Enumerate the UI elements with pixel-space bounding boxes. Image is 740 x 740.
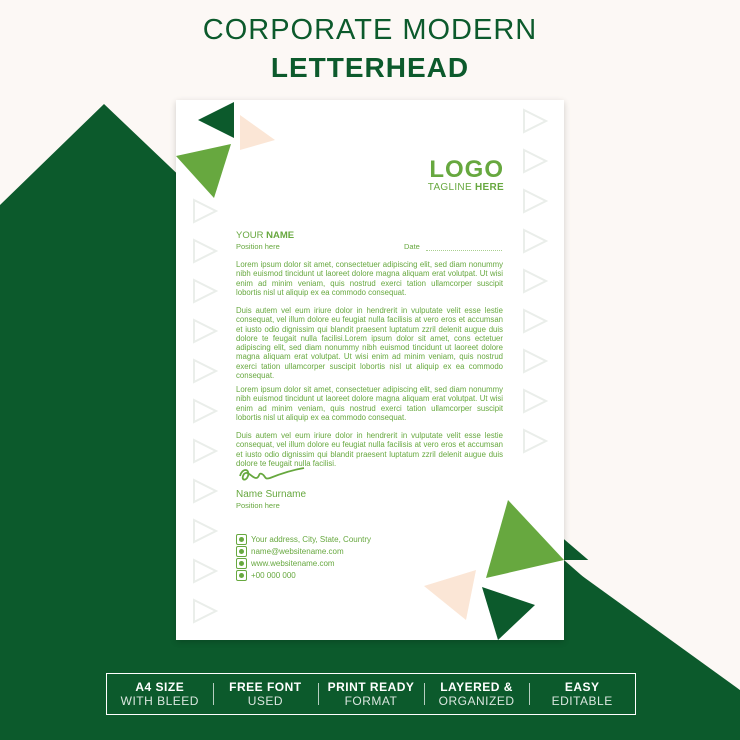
corner-triangle-dark-bottom xyxy=(482,587,535,640)
corner-triangle-peach-bottom xyxy=(424,570,476,620)
feature-editable: EASY EDITABLE xyxy=(529,674,635,714)
corner-triangle-green xyxy=(176,144,231,198)
contact-website: www.websitename.com xyxy=(236,558,335,569)
email-icon xyxy=(236,546,247,557)
logo-tagline: TAGLINE HERE xyxy=(427,182,504,193)
date-label: Date xyxy=(404,242,420,251)
web-icon xyxy=(236,558,247,569)
contact-email: name@websitename.com xyxy=(236,546,344,557)
signature-icon xyxy=(236,462,308,486)
feature-layered: LAYERED & ORGANIZED xyxy=(424,674,530,714)
corner-triangle-peach xyxy=(240,115,275,150)
signature-name: Name Surname xyxy=(236,489,307,500)
headline-subtitle: LETTERHEAD xyxy=(270,52,470,83)
letterhead-sheet xyxy=(176,100,564,640)
feature-free-font: FREE FONT USED xyxy=(213,674,319,714)
contact-address: Your address, City, State, Country xyxy=(236,534,371,545)
logo-text: LOGO xyxy=(429,156,504,183)
features-bar xyxy=(106,673,636,715)
feature-a4-size: A4 SIZE WITH BLEED xyxy=(120,680,199,708)
signature-position: Position here xyxy=(236,501,280,510)
corner-triangle-dark xyxy=(198,102,234,138)
body-paragraph-1: Lorem ipsum dolor sit amet, consectetuer adipiscing elit, sed diam nonummy nibh euismod tincidunt ut laoreet dolore magna aliquam erat volutpat. Ut wisi enim ad minim veniam, quis nostrud exerci tation ullamcorper suscipit lobortis nisl ut aliquip ex ea commodo consequat. xyxy=(236,260,503,297)
location-icon xyxy=(236,534,247,545)
phone-icon xyxy=(236,570,247,581)
body-paragraph-2: Duis autem vel eum iriure dolor in hendrerit in vulputate velit esse lestie consequat, vel illum dolore eu feugiat nulla facilisis at vero eros et accumsan et iusto odio dignissim qui blandit praesent luptatum zzril delenit augue duis dolore te feugait nulla facilisi.Lorem ipsum dolor sit amet, cons ectetuer adipiscing elit, sed diam nonummy nibh euismod tincidunt ut laoreet dolore magna aliquam erat volutpat. Ut wisi enim ad minim veniam, quis nostrud exerci tation ullamcorper suscipit lobortis nisl ut aliquip ex ea commodo consequat. xyxy=(236,306,503,381)
corner-triangle-green-bottom xyxy=(486,500,564,578)
feature-print-ready: PRINT READY FORMAT xyxy=(318,674,424,714)
body-paragraph-3: Lorem ipsum dolor sit amet, consectetuer adipiscing elit, sed diam nonummy nibh euismod tincidunt ut laoreet dolore magna aliquam erat volutpat. Ut wisi enim ad minim veniam, quis nostrud exerci tation ullamcorper suscipit lobortis nisl ut aliquip ex ea commodo consequat. xyxy=(236,385,503,422)
recipient-name: YOUR NAME xyxy=(236,230,295,241)
body-paragraph-4: Duis autem vel eum iriure dolor in hendrerit in vulputate velit esse lestie consequat, vel illum dolore eu feugiat nulla facilisis at vero eros et accumsan et iusto odio dignissim qui blandit praesent luptatum zzril delenit augue duis dolore te feugait nulla facilisi. xyxy=(236,431,503,468)
company-logo xyxy=(428,158,504,193)
headline-title: CORPORATE MODERN xyxy=(202,14,538,46)
contact-phone: +00 000 000 xyxy=(236,570,296,581)
date-line xyxy=(426,250,502,251)
recipient-position: Position here xyxy=(236,242,280,251)
